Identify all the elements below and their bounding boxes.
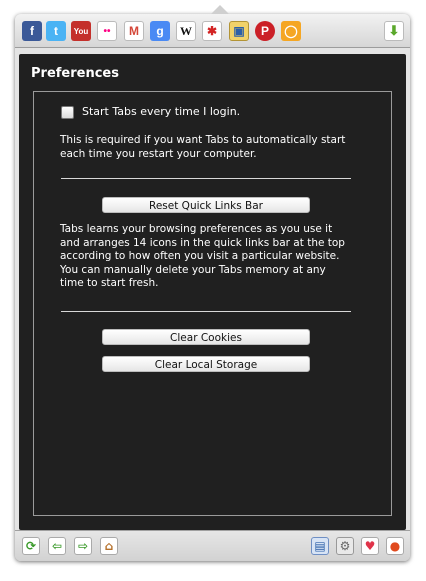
quick-links-bar [15,14,410,48]
back-arrow-icon[interactable]: ⇦ [48,537,66,555]
reset-quick-links-button[interactable]: Reset Quick Links Bar [102,197,310,213]
tabs-popup [15,14,410,561]
tabs-icon[interactable]: ▤ [311,537,329,555]
start-on-login-label[interactable]: Start Tabs every time I login. [82,105,241,118]
home-icon[interactable]: ⌂ [100,537,118,555]
pinterest-icon[interactable]: P [255,21,275,41]
download-icon[interactable]: ⬇ [384,21,404,41]
start-on-login-checkbox[interactable] [61,106,74,119]
refresh-icon[interactable]: ⟳ [22,537,40,555]
gear-icon[interactable]: ⚙ [336,537,354,555]
youtube-icon[interactable]: You [71,21,91,41]
rss-icon[interactable]: ◯ [281,21,301,41]
gmail-icon[interactable]: M [124,21,144,41]
flickr-icon[interactable]: •• [97,21,117,41]
heart-icon[interactable]: ♥ [361,537,379,555]
clear-local-storage-button[interactable]: Clear Local Storage [102,356,310,372]
clear-cookies-button[interactable]: Clear Cookies [102,329,310,345]
yelp-icon[interactable]: ✱ [202,21,222,41]
preferences-panel [19,54,406,530]
startup-note: This is required if you want Tabs to automatically start each time you restart your computer. [60,134,346,160]
divider [61,178,351,179]
bottom-toolbar [15,530,410,561]
wikipedia-icon[interactable]: W [176,21,196,41]
window-icon[interactable]: ▣ [229,21,249,41]
close-icon[interactable]: ● [386,537,404,555]
divider [61,311,351,312]
google-icon[interactable]: g [150,21,170,41]
twitter-icon[interactable]: t [46,21,66,41]
preferences-box [33,91,392,516]
facebook-icon[interactable]: f [22,21,42,41]
forward-arrow-icon[interactable]: ⇨ [74,537,92,555]
page-title: Preferences [31,66,119,81]
reset-note: Tabs learns your browsing preferences as you use it and arranges 14 icons in the quick links bar at the top according to how often you visit a particular website. You can manually delete your Tabs memory at any time to start fresh. [60,223,345,289]
